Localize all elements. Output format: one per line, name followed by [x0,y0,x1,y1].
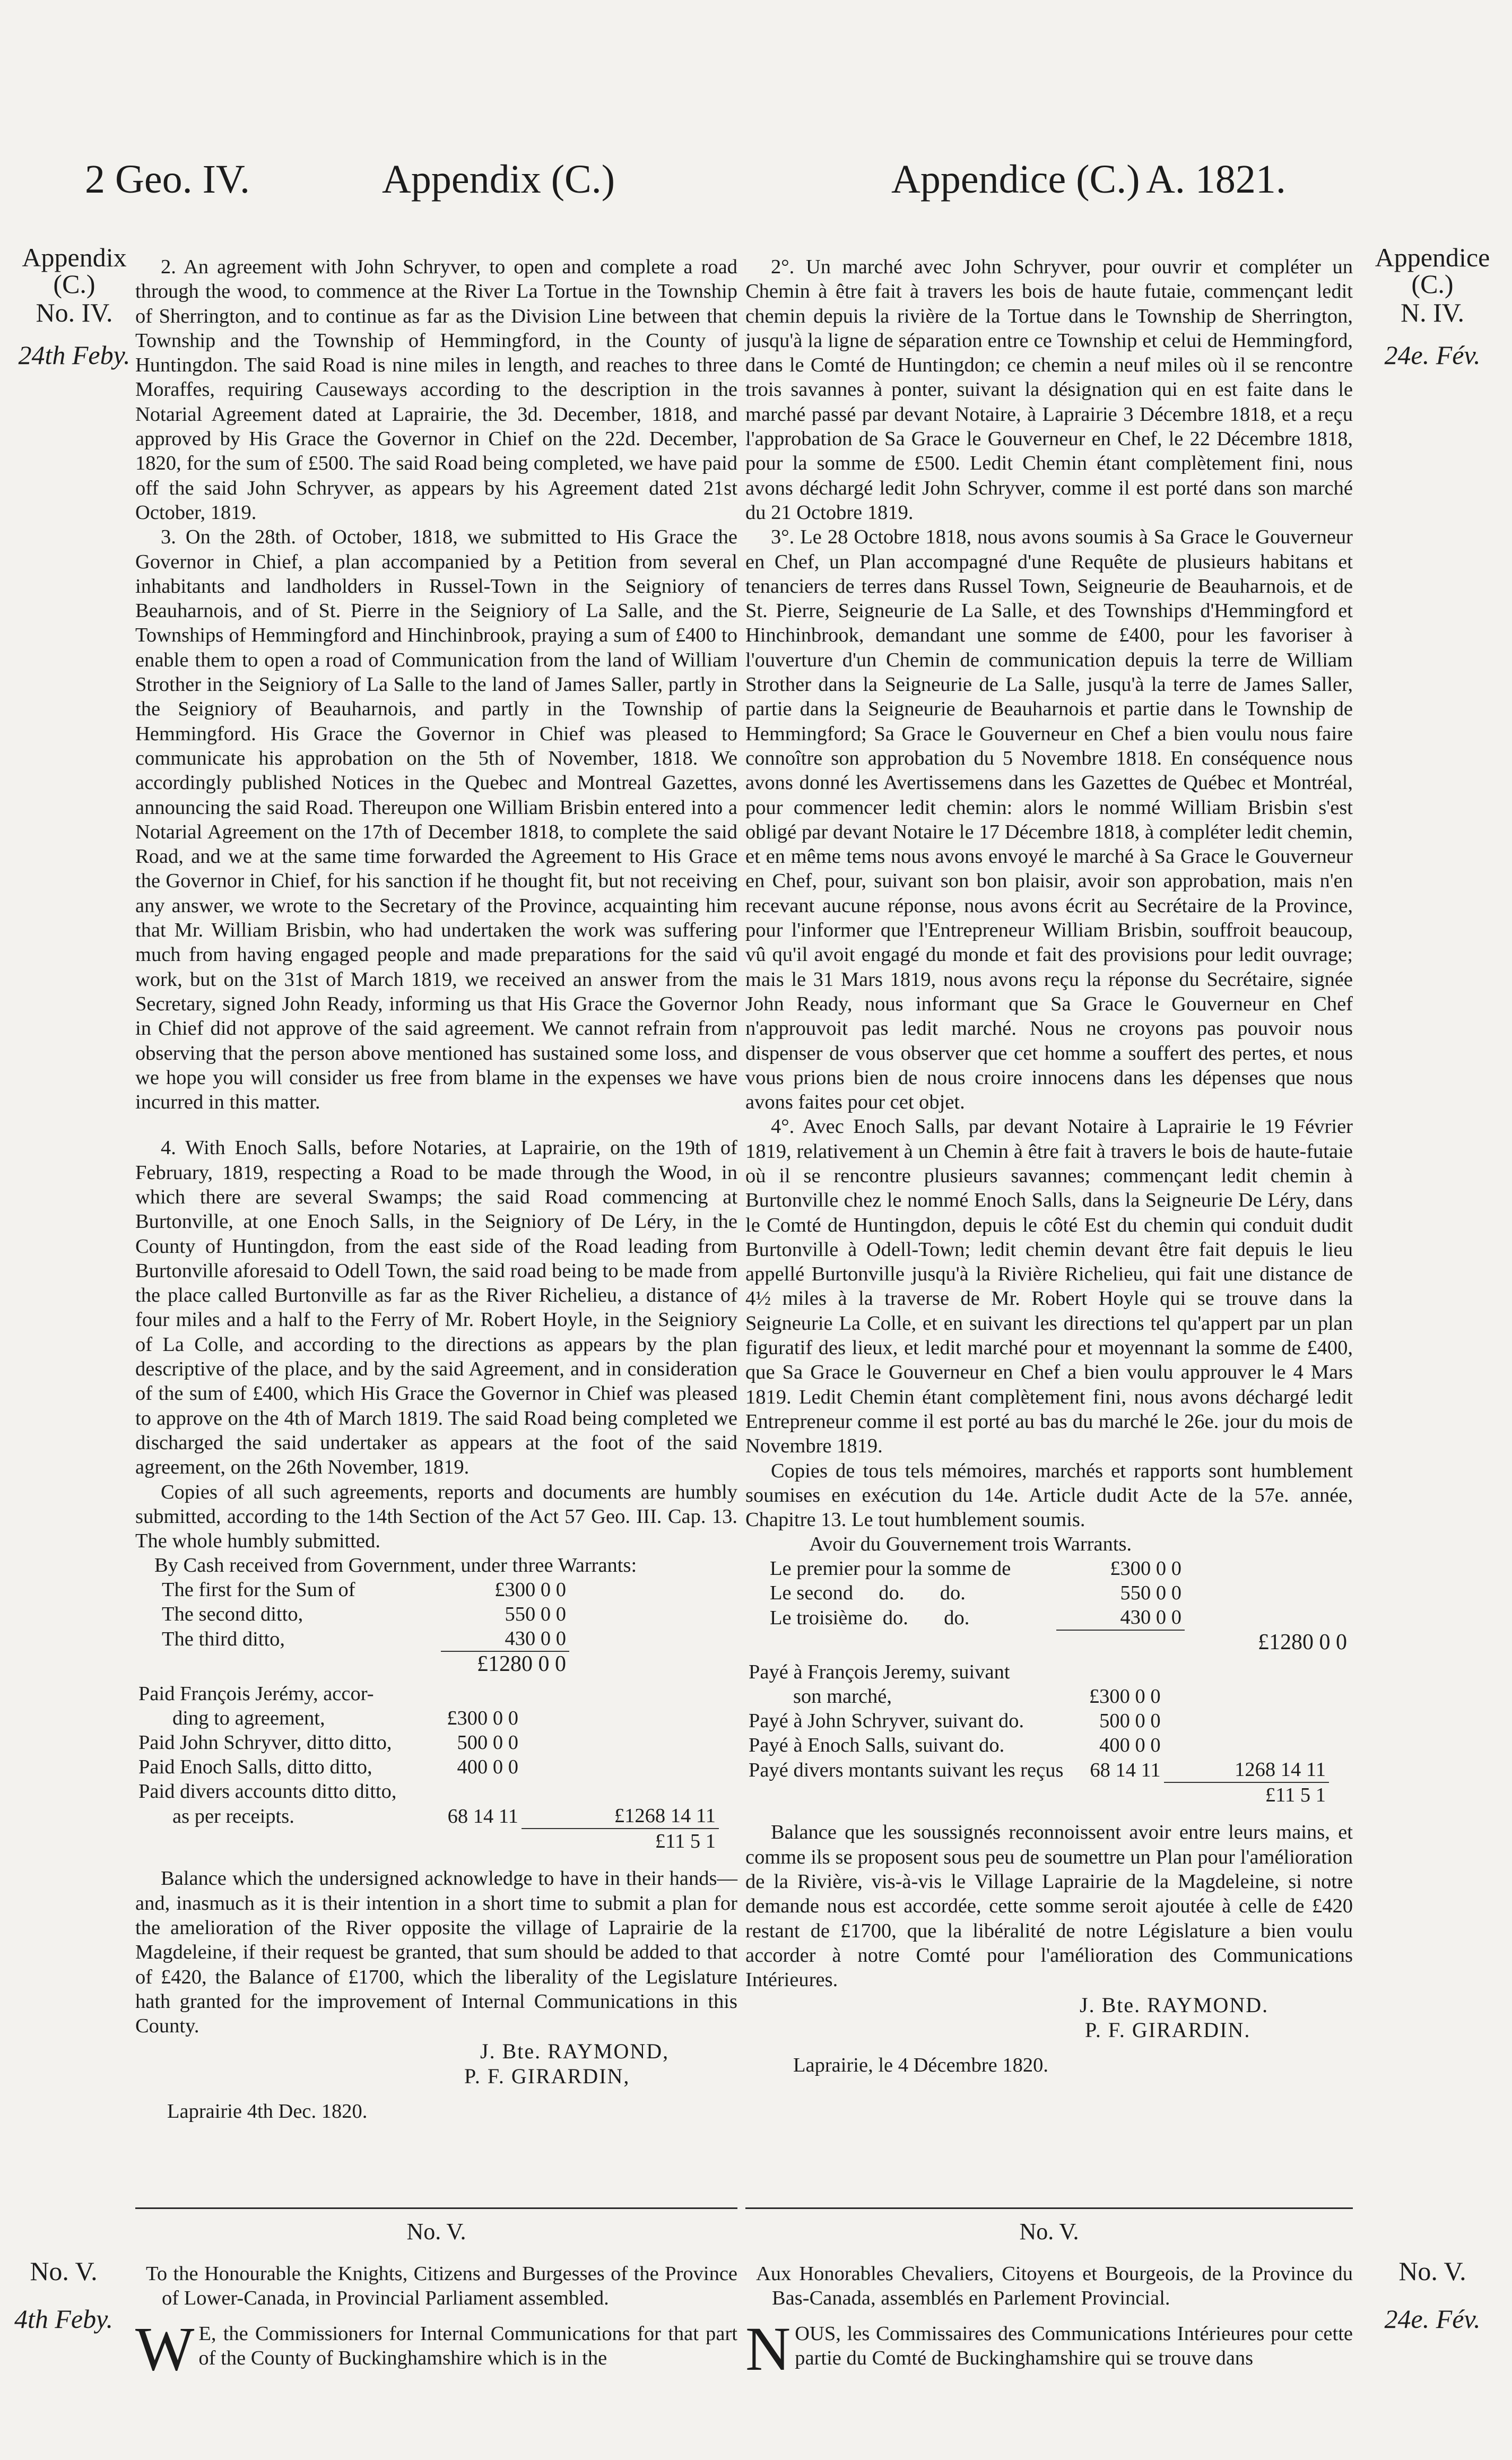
date-fr: Laprairie, le 4 Décembre 1820. [793,2054,1049,2076]
payment-1-label-fr: Payé à François Jeremy, suivant [749,1661,1010,1684]
margin-note-left-iv [11,244,138,368]
drop-cap-en: W [135,2314,195,2384]
payment-3-value: 400 0 0 [457,1756,518,1779]
section-rule-fr [745,2207,1353,2209]
paragraph-5-en: Copies of all such agreements, reports and documents are humbly submitted, according to the 14th Section of the Act 57 Geo. III. Cap. 13. The whole humbly submitted. [135,1480,737,1553]
section-no-v-fr: No. V. [1019,2219,1079,2245]
margin-c: (C.) [53,269,95,299]
section-no-v-en: No. V. [406,2219,466,2245]
balance-en: £11 5 1 [522,1829,719,1853]
payment-4-value: 68 14 11 [447,1805,518,1827]
warrant-2-label: The second ditto, [162,1603,303,1626]
paragraph-7-text-fr: OUS, les Commissaires des Communications Intérieures pour cette partie du Comté de Buckinghamshire qui se trouve dans [795,2322,1353,2369]
address-en: To the Honourable the Knights, Citizens and Burgesses of the Province of Lower-Canada, in Provincial Parliament assembled. [146,2263,737,2310]
margin-date-v: 4th Feby. [14,2304,114,2334]
receipts-table-fr [767,1532,1350,1655]
warrant-1-label: The first for the Sum of [162,1579,355,1601]
warrant-1-value: £300 0 0 [494,1579,566,1601]
payment-1-value-fr: £300 0 0 [1089,1685,1161,1708]
payment-3-label: Paid Enoch Salls, ditto ditto, [138,1756,372,1779]
payments-total-en: £1268 14 11 [614,1805,716,1827]
paragraph-4-en: 4. With Enoch Salls, before Notaries, at Laprairie, on the 19th of February, 1819, respecting a Road to be made through the Wood, in which there are several Swamps; the said Road commencing at Burtonville, at one Enoch Salls, in the Seigniory of De Léry, in the County of Huntingdon, from the east side of the Road leading from Burtonville aforesaid to Odell Town, the said road being to be made from the place called Burtonville as far as the River Richelieu, a distance of four miles and a half to the Ferry of Mr. Robert Hoyle, in the Seigniory of La Colle, and according to the directions as appears by the plan descriptive of the place, and by the said Agreement, and in consideration of the sum of £400, which His Grace the Governor in Chief was pleased to approve on the 4th of March 1819. The said Road being completed we discharged the said undertaker as appears at the foot of the said agreement, on the 26th November, 1819. [135,1137,737,1479]
margin-appendice: Appendice [1375,242,1490,272]
date-en: Laprairie 4th Dec. 1820. [167,2100,368,2123]
french-column [745,255,1353,2077]
paragraph-3-fr: 3°. Le 28 Octobre 1818, nous avons soumis à Sa Grace le Gouverneur en Chef, un Plan accompagné d'une Requête de plusieurs habitans et tenanciers de terres dans Russel Town, Seigneurie de Beauharnois, et de St. Pierre, Seigneurie de La Salle, et des Townships d'Hemmingford et Hinchinbrook, demandant une somme de £400, pour les favoriser à l'ouverture d'un Chemin de communication depuis la terre de William Strother dans la Seigneurie de La Salle, jusqu'à la terre de James Saller, partie dans la Seigneurie de Beauharnois et partie dans le Township de Hemmingford; Sa Grace le Gouverneur en Chef a bien voulu nous faire connoître son approbation du 5 Novembre 1818. En conséquence nous avons donné les Avertissemens dans les Gazettes de Québec et Montréal, pour commencer ledit chemin: alors le nommé William Brisbin s'est obligé par devant Notaire le 17 Décembre 1818, à compléter ledit chemin, et en même tems nous avons envoyé le marché à Sa Grace le Gouverneur en Chef, pour, suivant son bon plaisir, avoir son approbation, mais n'en recevant aucune réponse, nous avons écrit au Secrétaire de la Province, pour l'informer que l'Entrepreneur William Brisbin, souffroit beaucoup, vû qu'il avoit engagé du monde et fait des provisions pour ledit ouvrage; mais le 31 Mars 1819, nous avons reçu la réponse du Secrétaire, signée John Ready, nous informant que Sa Grace le Gouverneur en Chef n'approuvoit pas ledit marché. Nous ne croyons pas pouvoir nous dispenser de vous observer que cet homme a souffert des pertes, et nous vous prions bien de nous croire innocens dans les dépenses que nous avons faites pour cet objet. [745,526,1353,1114]
margin-note-right-v [1363,2258,1501,2332]
signature-raymond-fr: J. Bte. RAYMOND. [1080,1993,1269,2017]
warrant-3-label: The third ditto, [162,1627,285,1650]
balance-fr: £11 5 1 [1164,1782,1329,1807]
payment-2-value: 500 0 0 [457,1731,518,1754]
payment-4-label: Paid divers accounts ditto ditto, [138,1780,397,1803]
section-rule-en [135,2207,737,2209]
cash-heading-en: By Cash received from Government, under three Warrants: [154,1554,637,1577]
payment-1-value: £300 0 0 [447,1707,518,1730]
paragraph-7-text-en: E, the Commissioners for Internal Communications for that part of the County of Buckinghamshire which is in the [198,2322,737,2369]
margin-c-fr: (C.) [1411,269,1454,299]
warrant-3-value-fr: 430 0 0 [1056,1605,1185,1630]
payment-3-label-fr: Payé à Enoch Salls, suivant do. [749,1734,1005,1757]
receipts-total-fr: £1280 0 0 [1258,1630,1347,1655]
appendix-title-fr: Appendice (C.) [891,157,1140,202]
receipts-table-en [151,1553,735,1676]
margin-n-fr: N. IV. [1401,298,1464,327]
margin-note-left-v [0,2258,127,2332]
year-label: A. 1821. [1146,157,1286,202]
payment-4-label-cont: as per receipts. [172,1805,294,1827]
margin-no: No. IV. [36,298,113,327]
paragraph-3-en: 3. On the 28th. of October, 1818, we submitted to His Grace the Governor in Chief, a plan accompanied by a Petition from several inhabitants and landholders in Russel-Town in the Seigniory of Beauharnois, and of St. Pierre in the Seigniory of La Salle, and the Townships of Hemmingford and Hinchinbrook, praying a sum of £400 to enable them to open a road of Communication from the land of William Strother in the Seigniory of La Salle to the land of James Saller, partly in the Seigniory of Beauharnois, and partly in the Township of Hemmingford. His Grace the Governor in Chief was pleased to communicate his approbation on the 5th of November, 1818. We accordingly published Notices in the Quebec and Montreal Gazettes, announcing the said Road. Thereupon one William Brisbin entered into a Notarial Agreement on the 17th of December 1818, to complete the said Road, and we at the same time forwarded the Agreement to His Grace the Governor in Chief, for his sanction if he thought fit, but not receiving any answer, we wrote to the Secretary of the Province, acquainting him that Mr. William Brisbin, who had undertaken the work was suffering much from having engaged people and made preparations for the said work, but on the 31st of March 1819, we received an answer from the Secretary, signed John Ready, informing us that His Grace the Governor in Chief did not approve of the said agreement. We cannot refrain from observing that the person above mentioned has sustained some loss, and we hope you will consider us free from blame in the expenses we have incurred in this matter. [135,526,737,1114]
warrant-3-label-fr: Le troisième do. do. [770,1606,970,1629]
warrant-1-value-fr: £300 0 0 [1110,1557,1181,1580]
address-block-en [135,2262,737,2384]
english-column [135,255,737,2124]
payment-4-label-fr: Payé divers montants suivant les reçus [749,1759,1064,1781]
paragraph-6-fr: Balance que les soussignés reconnoissent avoir entre leurs mains, et comme ils se proposent sous peu de soumettre un Plan pour l'amélioration de la Rivière, vis-à-vis le Village Laprairie de la Magdeleine, si notre demande nous est accordée, cette somme seroit ajoutée à celle de £420 restant de £1700, que la libéralité de notre Législature a bien voulu accorder à notre Comté pour l'amélioration des Communications Intérieures. [745,1821,1353,1991]
payments-table-en [135,1682,719,1853]
paragraph-2-en: 2. An agreement with John Schryver, to open and complete a road through the wood, to commence at the River La Tortue in the Township of Sherrington, and to continue as far as the Division Line between that Township and the Township of Hemmingford, in the County of Huntingdon. The said Road is nine miles in length, and reaches to three Moraffes, requiring Causeways according to the description in the Notarial Agreement dated at Laprairie, the 3d. December, 1818, and approved by His Grace the Governor in Chief on the 22d. December, 1820, for the sum of £500. The said Road being completed, we have paid off the said John Schryver, as appears by his Agreement dated 21st October, 1819. [135,256,737,524]
appendix-title-en: Appendix (C.) [382,157,615,202]
payment-1-label-cont: ding to agreement, [172,1707,325,1730]
warrant-2-value-fr: 550 0 0 [1120,1582,1181,1605]
payments-total-fr: 1268 14 11 [1235,1759,1326,1781]
payment-2-value-fr: 500 0 0 [1099,1710,1161,1733]
margin-date-v-fr: 24e. Fév. [1384,2304,1481,2334]
signature-raymond-en: J. Bte. RAYMOND, [480,2039,670,2063]
warrant-3-value: 430 0 0 [441,1626,569,1651]
paragraph-5-fr: Copies de tous tels mémoires, marchés et rapports sont humblement soumises en exécution du 14e. Article dudit Acte de la 57e. année, Chapitre 13. Le tout humblement soumis. [745,1459,1353,1531]
margin-no-v-fr: No. V. [1398,2256,1466,2286]
payment-1-label-cont-fr: son marché, [793,1685,892,1708]
payment-2-label-fr: Payé à John Schryver, suivant do. [749,1710,1024,1733]
warrant-2-value: 550 0 0 [505,1603,566,1626]
cash-heading-fr: Avoir du Gouvernement trois Warrants. [809,1533,1132,1556]
payment-1-label: Paid François Jerémy, accor- [138,1683,374,1705]
paragraph-2-fr: 2°. Un marché avec John Schryver, pour ouvrir et compléter un Chemin à être fait à travers les bois de haute futaie, commençant ledit chemin depuis la rivière de la Tortue dans le Township de Sherrington, jusqu'à la ligne de séparation entre ce Township et celui de Hemmingford, dans le Comté de Huntingdon; ce chemin a neuf miles où il se rencontre trois savannes à ponter, suivant la désignation qui en est faite dans le marché passé par devant Notaire, à Laprairie 3 Décembre 1818, et a reçu l'approbation de Sa Grace le Gouverneur en Chef, le 22 Décembre 1818, pour la somme de £500. Ledit Chemin étant complètement fini, nous avons déchargé ledit John Schryver, comme il est porté dans son marché du 21 Octobre 1819. [745,256,1353,524]
margin-date-fr: 24e. Fév. [1384,340,1481,370]
payments-table-fr [745,1660,1329,1807]
paragraph-4-fr: 4°. Avec Enoch Salls, par devant Notaire à Laprairie le 19 Février 1819, relativement à un Chemin à être fait à travers le bois de haute-futaie où il se rencontre plusieurs savannes; commençant ledit chemin à Burtonville chez le nommé Enoch Salls, dans la Seigneurie De Léry, dans le Comté de Huntingdon, depuis le côté Est du chemin qui conduit dudit Burtonville à Odell-Town; ledit chemin devant être fait depuis le lieu appellé Burtonville jusqu'à la Rivière Richelieu, qui fait une distance de 4½ miles à la traverse de Mr. Robert Hoyle qui se trouve dans la Seigneurie La Colle, et en suivant les directions tel qu'appert par un plan figuratif des lieux, et ledit marché pour et moyennant la somme de £400, que Sa Grace le Gouverneur en Chef a bien voulu approuver le 4 Mars 1819. Ledit Chemin étant complètement fini, nous avons déchargé ledit Entrepreneur comme il est porté au bas du marché le 26e. jour du mois de Novembre 1819. [745,1115,1353,1458]
signature-girardin-fr: P. F. GIRARDIN. [1085,2017,1251,2042]
payment-3-value-fr: 400 0 0 [1099,1734,1161,1757]
warrant-2-label-fr: Le second do. do. [770,1582,966,1605]
payment-2-label: Paid John Schryver, ditto ditto, [138,1731,392,1754]
paragraph-7-fr [745,2314,1353,2384]
margin-note-right-iv [1363,244,1501,368]
paragraph-7-en [135,2314,737,2384]
address-block-fr [745,2262,1353,2384]
margin-appendix: Appendix [22,242,127,272]
margin-no-v: No. V. [30,2256,98,2286]
drop-cap-fr: N [745,2314,791,2384]
payment-4-value-fr: 68 14 11 [1090,1759,1161,1781]
address-fr: Aux Honorables Chevaliers, Citoyens et Bourgeois, de la Province du Bas-Canada, assemblés en Parlement Provincial. [756,2263,1353,2310]
receipts-total-en: £1280 0 0 [477,1652,566,1677]
margin-date: 24th Feby. [18,340,131,370]
paragraph-6-en: Balance which the undersigned acknowledge to have in their hands—and, inasmuch as it is their intention in a short time to submit a plan for the amelioration of the River opposite the village of Laprairie de la Magdeleine, if their request be granted, that sum should be added to that of £420, the Balance of £1700, which the liberality of the Legislature hath granted for the improvement of Internal Communications in this County. [135,1867,737,2038]
warrant-1-label-fr: Le premier pour la somme de [770,1557,1011,1580]
signature-girardin-en: P. F. GIRARDIN, [464,2064,630,2088]
session-label: 2 Geo. IV. [85,157,250,202]
